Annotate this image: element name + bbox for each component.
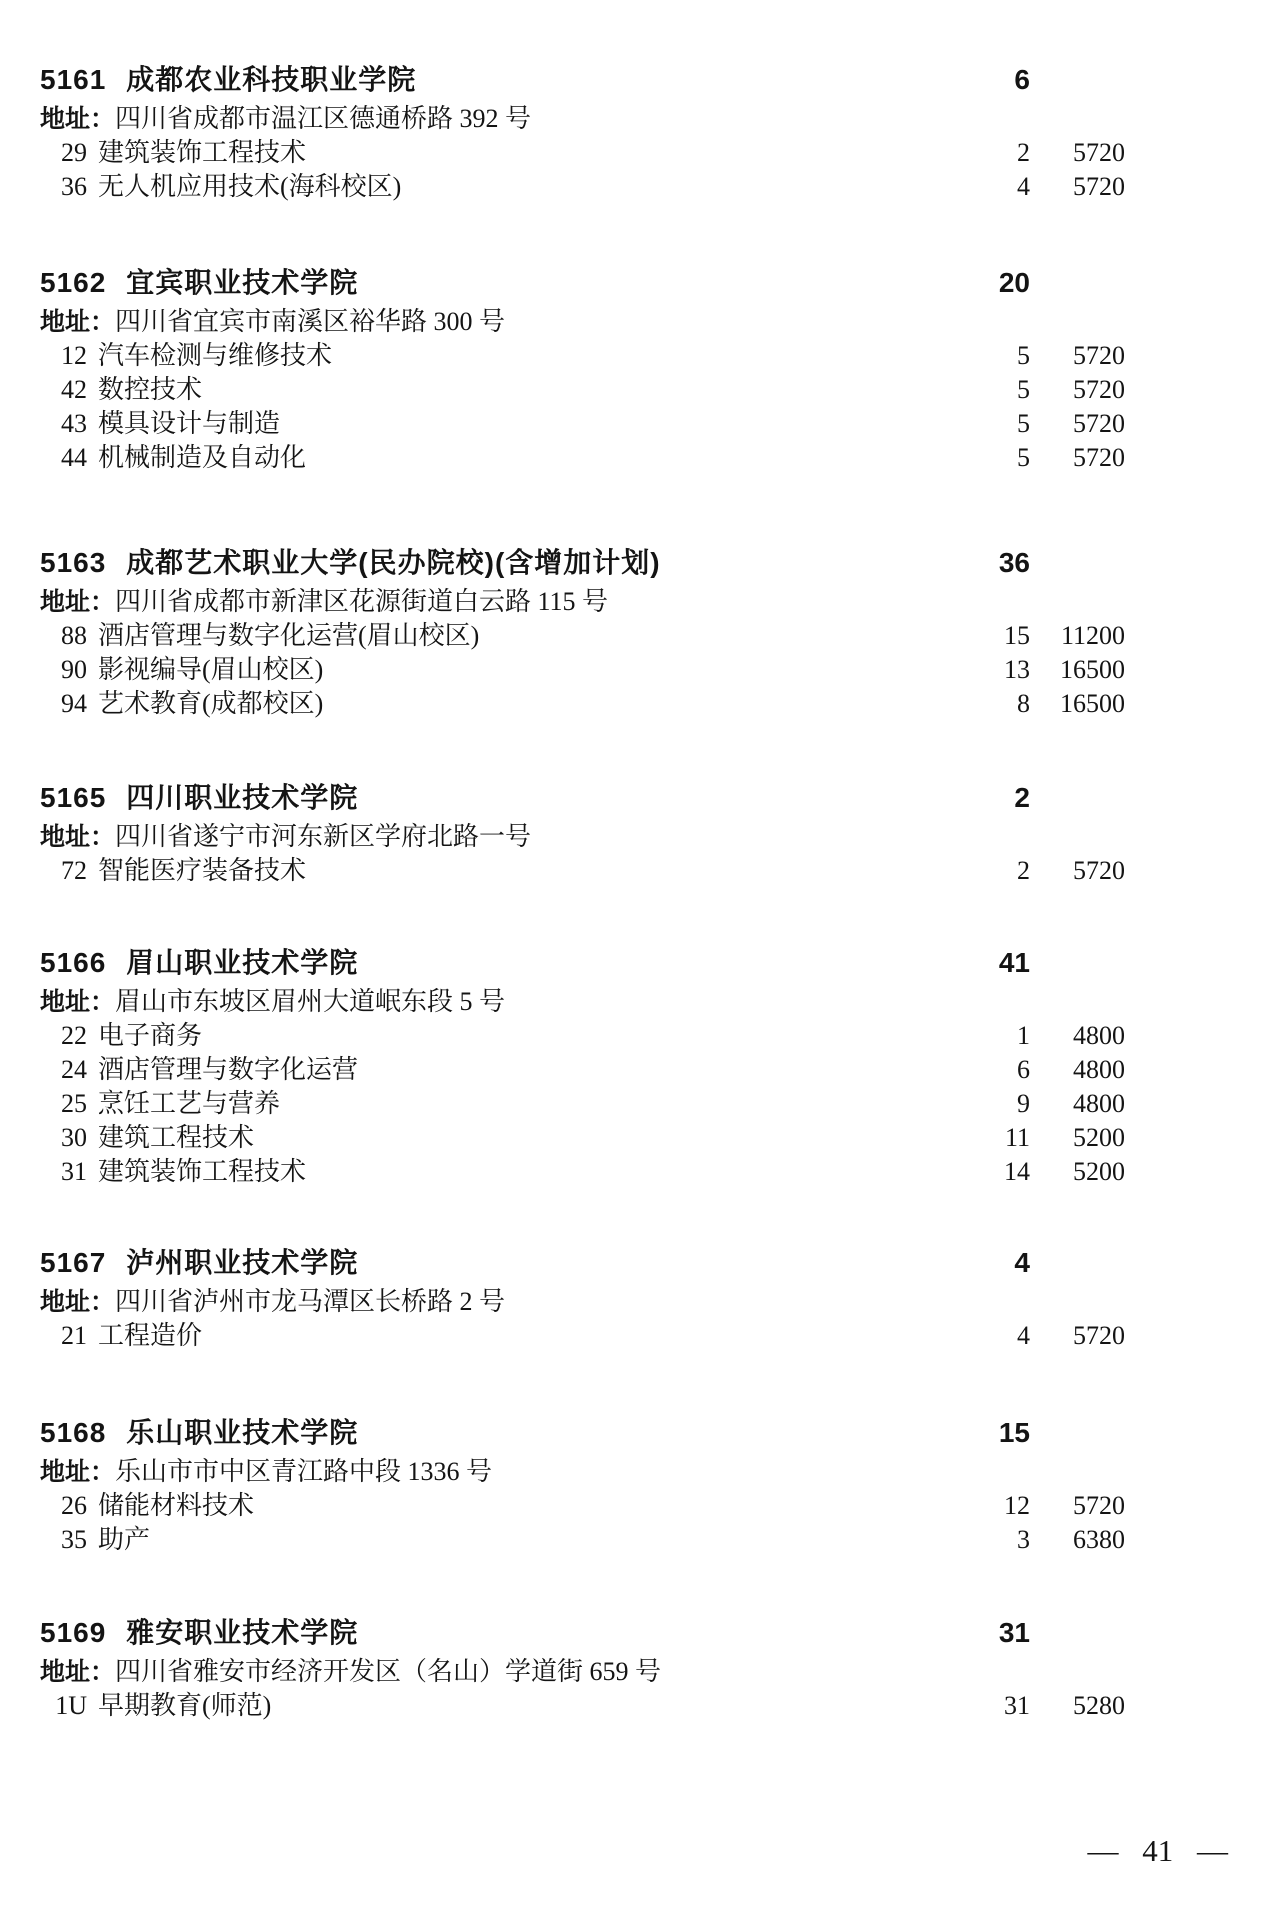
major-fee: 5720: [1073, 1321, 1125, 1350]
major-code: 90: [61, 655, 87, 684]
school-plan-total: 4: [1014, 1247, 1030, 1278]
major-fee: 16500: [1060, 689, 1125, 718]
major-name: 工程造价: [98, 1321, 203, 1350]
school-address-row: [40, 1655, 1230, 1689]
school-name: 成都艺术职业大学(民办院校)(含增加计划): [126, 547, 661, 578]
major-row: [40, 1689, 1230, 1723]
major-code: 25: [61, 1089, 87, 1118]
school-block: [40, 1615, 1230, 1723]
school-address-row: [40, 820, 1230, 854]
major-code: 26: [61, 1491, 87, 1520]
major-name: 建筑工程技术: [98, 1123, 255, 1152]
address-text: 四川省成都市温江区德通桥路 392 号: [115, 104, 532, 133]
major-plan-count: 5: [1017, 443, 1030, 472]
school-plan-total: 41: [998, 947, 1030, 978]
school-block: [40, 62, 1230, 204]
major-code: 21: [61, 1321, 87, 1350]
major-fee: 5720: [1073, 138, 1125, 167]
school-block: [40, 780, 1230, 888]
school-code: 5165: [40, 782, 107, 813]
school-block: [40, 1415, 1230, 1557]
major-fee: 5200: [1073, 1123, 1125, 1152]
major-fee: 16500: [1060, 655, 1125, 684]
major-code: 35: [61, 1525, 87, 1554]
major-fee: 5280: [1073, 1691, 1125, 1720]
major-fee: 4800: [1073, 1055, 1125, 1084]
school-name: 四川职业技术学院: [126, 782, 359, 813]
major-list: [40, 854, 1230, 888]
major-name: 电子商务: [98, 1021, 203, 1050]
school-code: 5169: [40, 1617, 107, 1648]
school-block: [40, 945, 1230, 1189]
major-plan-count: 15: [1004, 621, 1030, 650]
school-header-row: [40, 780, 1230, 820]
major-plan-count: 1: [1017, 1021, 1030, 1050]
school-address-row: [40, 1285, 1230, 1319]
major-code: 30: [61, 1123, 87, 1152]
major-name: 机械制造及自动化: [98, 443, 307, 472]
address-text: 四川省遂宁市河东新区学府北路一号: [115, 822, 532, 851]
major-row: [40, 1087, 1230, 1121]
major-row: [40, 441, 1230, 475]
major-name: 无人机应用技术(海科校区): [98, 172, 402, 201]
school-header-row: [40, 265, 1230, 305]
school-header-row: [40, 1245, 1230, 1285]
school-name: 眉山职业技术学院: [126, 947, 359, 978]
school-code: 5168: [40, 1417, 107, 1448]
major-code: 29: [61, 138, 87, 167]
major-row: [40, 1155, 1230, 1189]
school-address-row: [40, 985, 1230, 1019]
major-name: 建筑装饰工程技术: [98, 1157, 307, 1186]
major-row: [40, 170, 1230, 204]
school-plan-total: 2: [1014, 782, 1030, 813]
major-fee: 4800: [1073, 1021, 1125, 1050]
major-name: 烹饪工艺与营养: [98, 1089, 281, 1118]
major-row: [40, 339, 1230, 373]
address-text: 眉山市东坡区眉州大道岷东段 5 号: [115, 987, 506, 1016]
major-code: 94: [61, 689, 87, 718]
address-label: 地址：: [40, 988, 116, 1016]
major-name: 模具设计与制造: [98, 409, 281, 438]
major-list: [40, 1489, 1230, 1557]
major-name: 数控技术: [98, 375, 203, 404]
major-code: 44: [61, 443, 87, 472]
footer-dash-left: —: [1087, 1833, 1119, 1868]
address-label: 地址：: [40, 1288, 116, 1316]
school-address-row: [40, 305, 1230, 339]
school-code: 5167: [40, 1247, 107, 1278]
school-code: 5163: [40, 547, 107, 578]
address-label: 地址：: [40, 308, 116, 336]
major-plan-count: 6: [1017, 1055, 1030, 1084]
school-name: 成都农业科技职业学院: [126, 64, 417, 95]
major-fee: 11200: [1060, 621, 1125, 650]
major-code: 22: [61, 1021, 87, 1050]
major-fee: 5200: [1073, 1157, 1125, 1186]
school-header-row: [40, 1415, 1230, 1455]
major-list: [40, 1319, 1230, 1353]
major-plan-count: 11: [1004, 1123, 1030, 1152]
major-fee: 5720: [1073, 341, 1125, 370]
school-block: [40, 265, 1230, 475]
address-text: 四川省雅安市经济开发区（名山）学道街 659 号: [115, 1657, 662, 1686]
major-plan-count: 2: [1017, 856, 1030, 885]
major-list: [40, 136, 1230, 204]
school-list: [40, 62, 1230, 1723]
school-plan-total: 15: [998, 1417, 1030, 1448]
major-row: [40, 854, 1230, 888]
school-name: 雅安职业技术学院: [126, 1617, 359, 1648]
major-name: 早期教育(师范): [98, 1691, 272, 1720]
major-list: [40, 1019, 1230, 1189]
major-row: [40, 1053, 1230, 1087]
major-code: 24: [61, 1055, 87, 1084]
major-name: 影视编导(眉山校区): [98, 655, 324, 684]
school-block: [40, 1245, 1230, 1353]
major-plan-count: 5: [1017, 409, 1030, 438]
school-name: 宜宾职业技术学院: [126, 267, 359, 298]
school-address-row: [40, 102, 1230, 136]
page-number: 41: [1142, 1833, 1174, 1868]
major-list: [40, 619, 1230, 721]
major-plan-count: 9: [1017, 1089, 1030, 1118]
address-label: 地址：: [40, 1658, 116, 1686]
major-plan-count: 4: [1017, 172, 1030, 201]
major-code: 43: [61, 409, 87, 438]
major-plan-count: 5: [1017, 375, 1030, 404]
major-name: 储能材料技术: [98, 1491, 255, 1520]
major-row: [40, 1319, 1230, 1353]
major-row: [40, 136, 1230, 170]
school-name: 乐山职业技术学院: [126, 1417, 359, 1448]
school-header-row: [40, 545, 1230, 585]
major-row: [40, 407, 1230, 441]
major-row: [40, 687, 1230, 721]
address-text: 四川省成都市新津区花源街道白云路 115 号: [115, 587, 609, 616]
major-plan-count: 14: [1004, 1157, 1030, 1186]
address-label: 地址：: [40, 823, 116, 851]
major-row: [40, 373, 1230, 407]
major-fee: 5720: [1073, 409, 1125, 438]
major-fee: 6380: [1073, 1525, 1125, 1554]
school-code: 5166: [40, 947, 107, 978]
major-row: [40, 653, 1230, 687]
major-plan-count: 5: [1017, 341, 1030, 370]
address-label: 地址：: [40, 105, 116, 133]
major-name: 汽车检测与维修技术: [98, 341, 333, 370]
major-code: 12: [61, 341, 87, 370]
school-address-row: [40, 1455, 1230, 1489]
major-code: 1U: [55, 1691, 87, 1720]
school-name: 泸州职业技术学院: [126, 1247, 359, 1278]
school-address-row: [40, 585, 1230, 619]
major-name: 智能医疗装备技术: [98, 856, 307, 885]
major-code: 88: [61, 621, 87, 650]
major-row: [40, 1019, 1230, 1053]
major-code: 36: [61, 172, 87, 201]
major-plan-count: 8: [1017, 689, 1030, 718]
major-name: 酒店管理与数字化运营(眉山校区): [98, 621, 480, 650]
page-footer: [1088, 1832, 1229, 1870]
school-plan-total: 20: [998, 267, 1030, 298]
school-header-row: [40, 945, 1230, 985]
address-text: 四川省宜宾市南溪区裕华路 300 号: [115, 307, 506, 336]
major-row: [40, 1489, 1230, 1523]
major-name: 建筑装饰工程技术: [98, 138, 307, 167]
major-fee: 5720: [1073, 172, 1125, 201]
major-plan-count: 4: [1017, 1321, 1030, 1350]
address-text: 四川省泸州市龙马潭区长桥路 2 号: [115, 1287, 506, 1316]
school-plan-total: 6: [1014, 64, 1030, 95]
major-name: 艺术教育(成都校区): [98, 689, 324, 718]
school-block: [40, 545, 1230, 721]
address-text: 乐山市市中区青江路中段 1336 号: [115, 1457, 493, 1486]
school-code: 5162: [40, 267, 107, 298]
address-label: 地址：: [40, 588, 116, 616]
major-list: [40, 1689, 1230, 1723]
major-plan-count: 3: [1017, 1525, 1030, 1554]
footer-dash-right: —: [1197, 1833, 1228, 1868]
major-row: [40, 619, 1230, 653]
address-label: 地址：: [40, 1458, 116, 1486]
major-fee: 5720: [1073, 856, 1125, 885]
major-fee: 5720: [1073, 1491, 1125, 1520]
major-plan-count: 31: [1004, 1691, 1030, 1720]
major-list: [40, 339, 1230, 475]
school-header-row: [40, 62, 1230, 102]
major-row: [40, 1121, 1230, 1155]
major-name: 助产: [98, 1525, 151, 1554]
major-fee: 5720: [1073, 375, 1125, 404]
major-row: [40, 1523, 1230, 1557]
major-name: 酒店管理与数字化运营: [98, 1055, 359, 1084]
major-code: 31: [61, 1157, 87, 1186]
major-plan-count: 13: [1004, 655, 1030, 684]
major-fee: 4800: [1073, 1089, 1125, 1118]
school-header-row: [40, 1615, 1230, 1655]
major-plan-count: 2: [1017, 138, 1030, 167]
major-code: 72: [61, 856, 87, 885]
major-fee: 5720: [1073, 443, 1125, 472]
major-plan-count: 12: [1004, 1491, 1030, 1520]
school-plan-total: 31: [998, 1617, 1030, 1648]
major-code: 42: [61, 375, 87, 404]
school-code: 5161: [40, 64, 107, 95]
school-plan-total: 36: [998, 547, 1030, 578]
